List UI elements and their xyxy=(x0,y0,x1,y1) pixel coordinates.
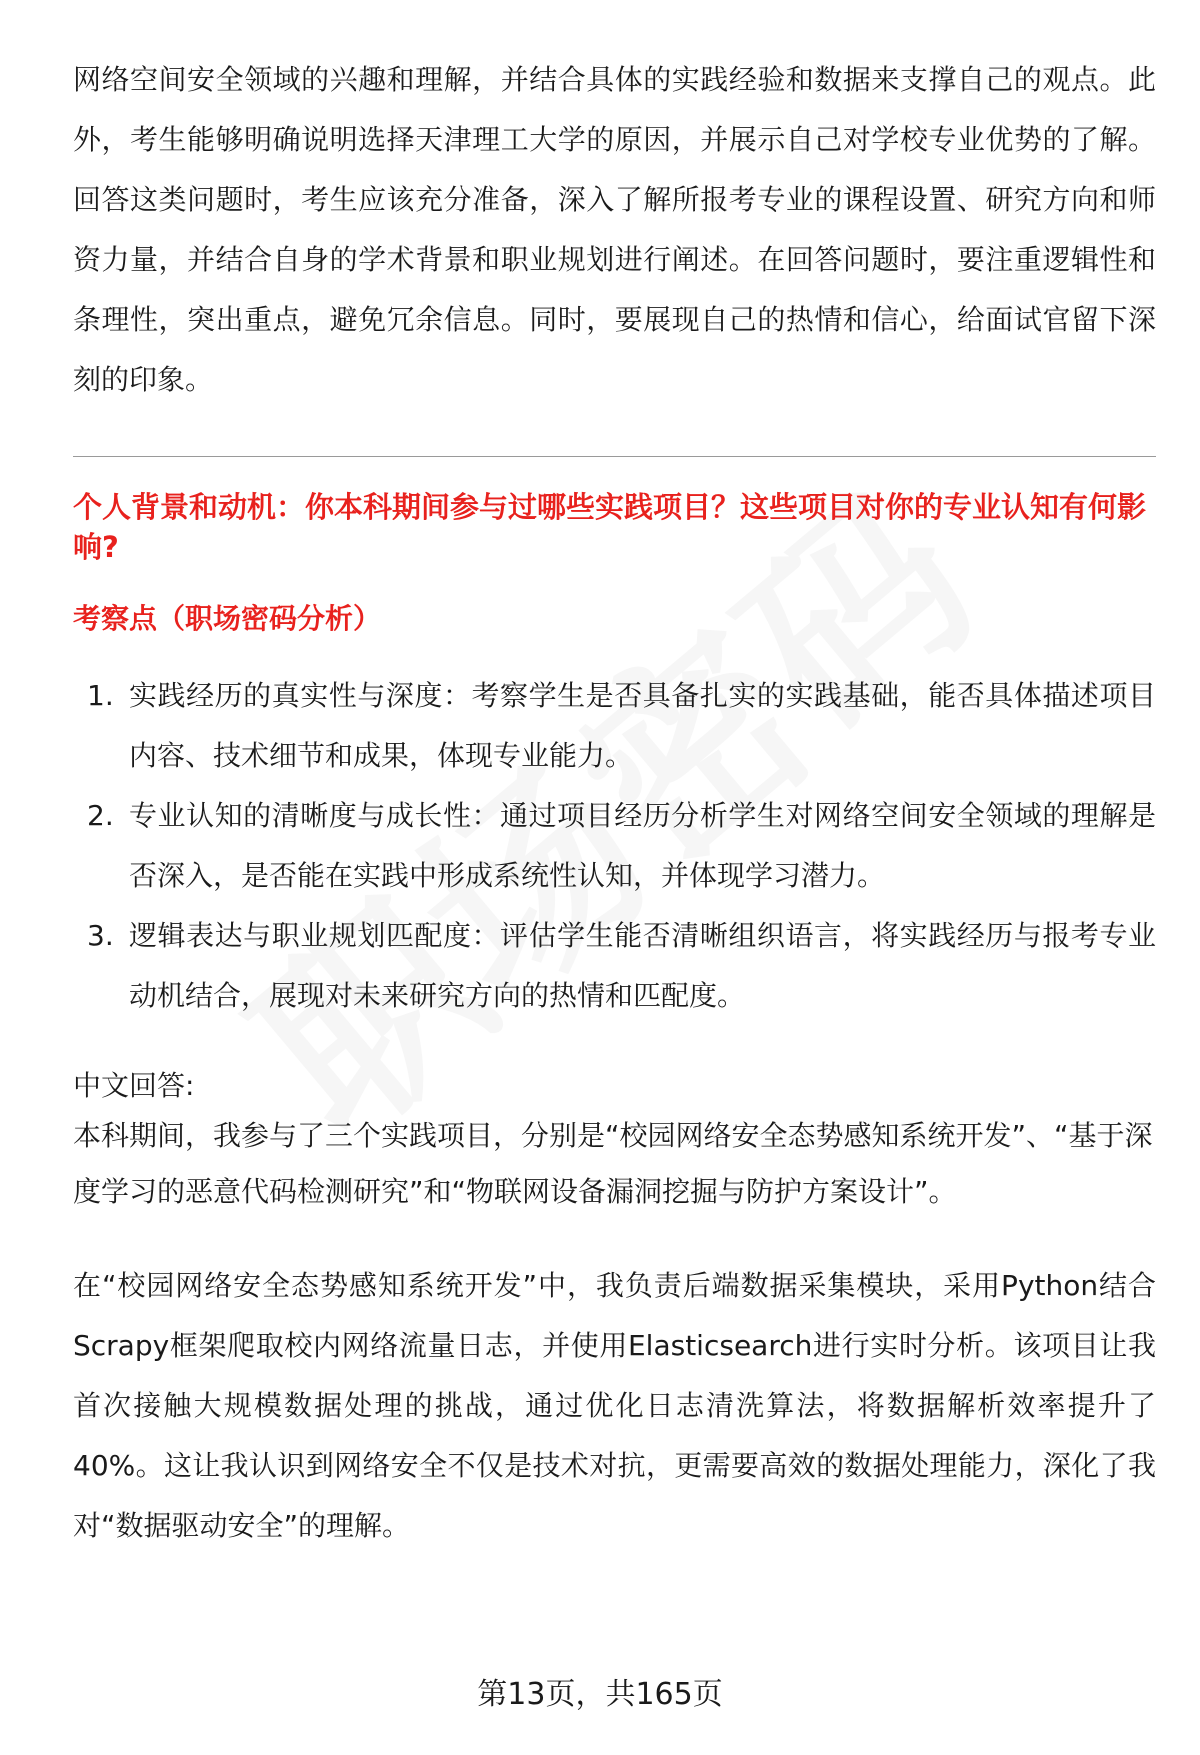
answer-label: 中文回答: xyxy=(73,1069,195,1102)
list-item-text: 逻辑表达与职业规划匹配度：评估学生能否清晰组织语言，将实践经历与报考专业动机结合，展现对未来研究方向的热情和匹配度。 xyxy=(129,919,1156,1012)
question-heading: 个人背景和动机：你本科期间参与过哪些实践项目？这些项目对你的专业认知有何影响? xyxy=(73,490,1147,564)
list-item-number: 2. xyxy=(87,799,114,832)
answer-paragraph-1: 本科期间，我参与了三个实践项目，分别是“校园网络安全态势感知系统开发”、“基于深度学习的恶意代码检测研究”和“物联网设备漏洞挖掘与防护方案设计”。 xyxy=(73,1119,1153,1208)
list-item-text: 实践经历的真实性与深度：考察学生是否具备扎实的实践基础，能否具体描述项目内容、技术细节和成果，体现专业能力。 xyxy=(129,679,1156,772)
list-item xyxy=(73,666,1156,786)
list-item xyxy=(73,786,1156,906)
page-number: 第13页，共165页 xyxy=(477,1677,723,1712)
answer-paragraph-2: 在“校园网络安全态势感知系统开发”中，我负责后端数据采集模块，采用Python结合Scrapy框架爬取校内网络流量日志，并使用Elasticsearch进行实时分析。该项目让我首次接触大规模数据处理的挑战，通过优化日志清洗算法，将数据解析效率提升了40%。这让我认识到网络安全不仅是技术对抗，更需要高效的数据处理能力，深化了我对“数据驱动安全”的理解。 xyxy=(73,1269,1156,1542)
document-page xyxy=(73,0,1156,1556)
evaluation-points-heading: 考察点（职场密码分析） xyxy=(73,602,382,635)
intro-paragraph: 网络空间安全领域的兴趣和理解，并结合具体的实践经验和数据来支撑自己的观点。此外，考生能够明确说明选择天津理工大学的原因，并展示自己对学校专业优势的了解。回答这类问题时，考生应该充分准备，深入了解所报考专业的课程设置、研究方向和师资力量，并结合自身的学术背景和职业规划进行阐述。在回答问题时，要注重逻辑性和条理性，突出重点，避免冗余信息。同时，要展现自己的热情和信心，给面试官留下深刻的印象。 xyxy=(73,63,1156,396)
evaluation-points-list xyxy=(73,666,1156,1026)
list-item-text: 专业认知的清晰度与成长性：通过项目经历分析学生对网络空间安全领域的理解是否深入，是否能在实践中形成系统性认知，并体现学习潜力。 xyxy=(129,799,1156,892)
list-item-number: 1. xyxy=(87,679,114,712)
section-divider xyxy=(73,456,1156,457)
list-item xyxy=(73,906,1156,1026)
list-item-number: 3. xyxy=(87,919,114,952)
